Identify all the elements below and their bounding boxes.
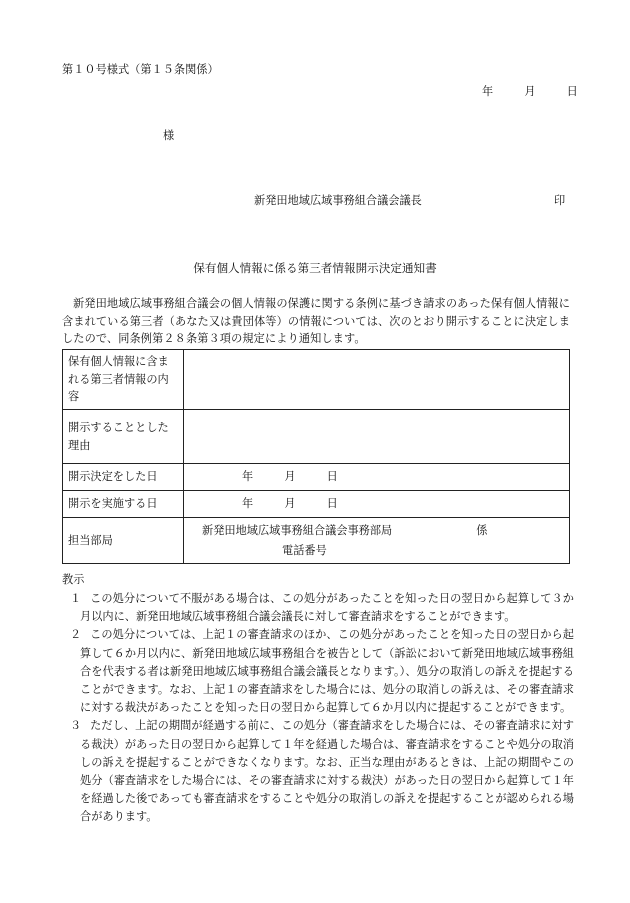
table-row — [63, 350, 570, 410]
list-item — [62, 626, 574, 717]
department-label: 担当部局 — [63, 518, 184, 564]
sender-name: 新発田地域広域事務組合議会議長 — [254, 194, 422, 207]
item-text: この処分について不服がある場合は、この処分があったことを知った日の翌日から起算して３か月以内に、新発田地域広域事務組合議会議長に対して審査請求をすることができます。 — [80, 592, 574, 624]
reason-label: 開示することとした理由 — [63, 410, 184, 464]
instructions-heading: 教示 — [62, 573, 85, 586]
item-number: １ — [70, 592, 82, 605]
date-month-label: 月 — [524, 85, 536, 98]
department-name: 新発田地域広域事務組合議会事務部局 — [202, 523, 393, 537]
department-value — [184, 518, 570, 564]
date-month-unit: 月 — [284, 497, 296, 510]
item-text: この処分については、上記１の審査請求のほか、この処分があったことを知った日の翌日から起算して６か月以内に、新発田地域広域事務組合を被告として（訴訟において新発田地域広域事務組合を代表する者は新発田地域広域事務組合議会議長となります。）、処分の取消しの訴えを提起することができます。なお、上記１の審査請求をした場合には、処分の取消しの訴えは、その審査請求に対する裁決があったことを知った日の翌日から起算して６か月以内に提起することができます。 — [80, 628, 574, 715]
instructions-list — [62, 590, 574, 827]
document-title: 保有個人情報に係る第三者情報開示決定通知書 — [193, 261, 437, 275]
form-id: 第１０号様式（第１５条関係） — [62, 63, 219, 76]
date-year-unit: 年 — [242, 497, 254, 510]
date-day-unit: 日 — [326, 497, 338, 510]
phone-label: 電話番号 — [282, 543, 327, 557]
date-year-unit: 年 — [242, 470, 254, 483]
item-number: ２ — [70, 628, 82, 642]
table-row — [63, 410, 570, 464]
disclosure-table — [62, 349, 570, 564]
date-year-label: 年 — [482, 85, 494, 98]
recipient-suffix: 様 — [163, 129, 175, 142]
body-paragraph: 新発田地域広域事務組合議会の個人情報の保護に関する条例に基づき請求のあった保有個人情報に含まれている第三者（あなた又は貴団体等）の情報については、次のとおり開示することに決定しましたので、同条例第２８条第３項の規定により通知します。 — [62, 297, 570, 345]
list-item — [62, 590, 574, 626]
department-section: 係 — [476, 523, 488, 537]
decision-date-value — [184, 464, 570, 491]
phone-line — [202, 541, 564, 561]
content-value — [184, 350, 570, 410]
implementation-date-value — [184, 491, 570, 518]
item-text: ただし、上記の期間が経過する前に、この処分（審査請求をした場合には、その審査請求に対する裁決）があった日の翌日から起算して１年を経過した場合は、審査請求をすることや処分の取消しの訴えを提起することができなくなります。なお、正当な理由があるときは、上記の期間やこの処分（審査請求をした場合には、その審査請求に対する裁決）があった日の翌日から起算して１年を経過した後であっても審査請求をすることや処分の取消しの訴えを提起することが認められる場合があります。 — [80, 719, 574, 824]
decision-date-label: 開示決定をした日 — [63, 464, 184, 491]
list-item — [62, 717, 574, 826]
date-day-label: 日 — [566, 85, 578, 98]
date-header — [482, 84, 578, 100]
department-line — [202, 521, 564, 541]
item-number: ３ — [70, 719, 82, 733]
date-day-unit: 日 — [326, 470, 338, 483]
seal-mark: 印 — [554, 194, 566, 207]
table-row — [63, 464, 570, 491]
table-row — [63, 491, 570, 518]
table-row — [63, 518, 570, 564]
reason-value — [184, 410, 570, 464]
date-month-unit: 月 — [284, 470, 296, 483]
content-label: 保有個人情報に含まれる第三者情報の内容 — [63, 350, 184, 410]
implementation-date-label: 開示を実施する日 — [63, 491, 184, 518]
